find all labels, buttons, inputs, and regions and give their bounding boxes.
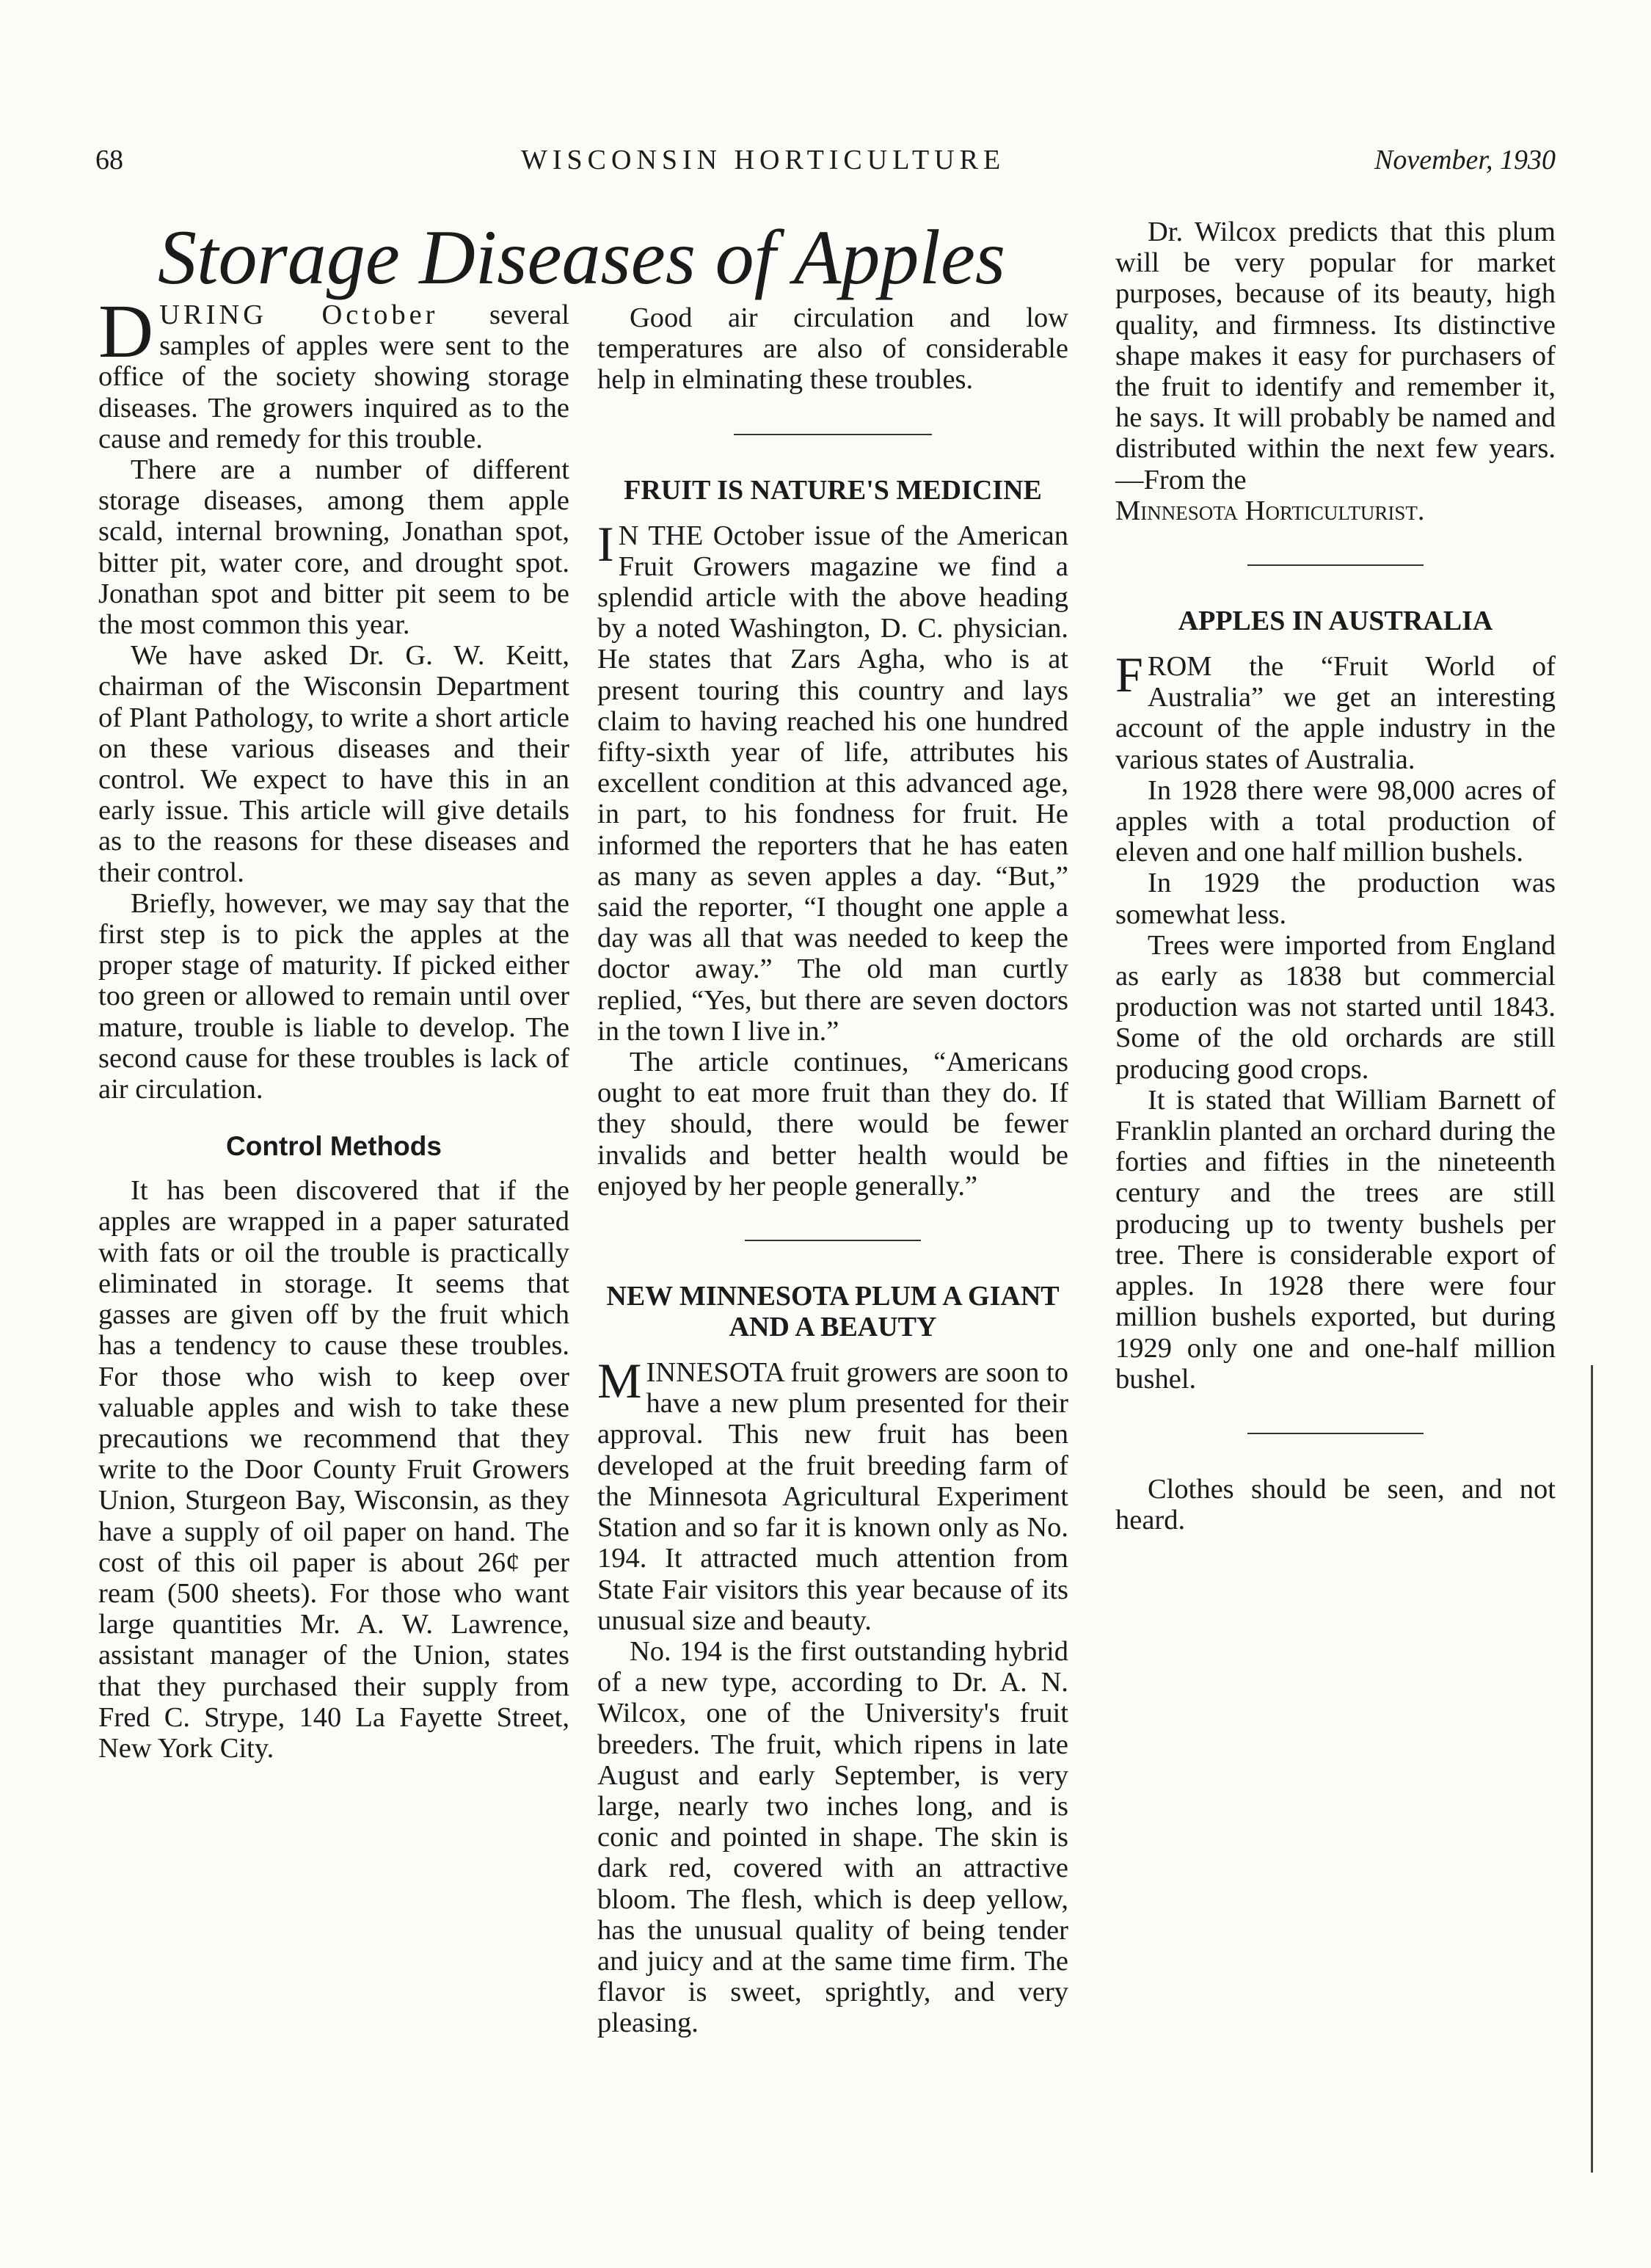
article-paragraph: There are a number of different storage diseases, among them apple scald, internal browning, Jonathan spot, bitter pit, water core, and drought spot. Jonathan spot and bitter pit seem to be the most common this year. xyxy=(98,454,569,641)
article-paragraph: No. 194 is the first outstanding hybrid of a new type, according to Dr. A. N. Wilcox, one of the University's fruit breeders. The fruit, which ripens in late August and early September, is very large, nearly two inches long, and is conic and pointed in shape. The skin is dark red, covered with an attractive bloom. The flesh, which is deep yellow, has the unusual quality of being tender and juicy and at the same time firm. The flavor is sweet, sprightly, and very pleasing. xyxy=(597,1635,1068,2039)
section-divider xyxy=(745,1240,921,1241)
article-paragraph: The article continues, “Americans ought to eat more fruit than they do. If they should, there would be fewer invalids and better health would be enjoyed by her people generally.” xyxy=(597,1047,1068,1202)
issue-date: November, 1930 xyxy=(1374,145,1556,175)
initial-letter: I xyxy=(597,515,614,572)
heading-new-minnesota-plum: NEW MINNESOTA PLUM A GIANT AND A BEAUTY xyxy=(606,1281,1060,1343)
article-paragraph: I N THE October issue of the American Fruit Growers magazine we find a splendid article with the above heading by a noted Washington, D. C. physician. He states that Zars Agha, who is at present touring this country and lays claim to having reached his one hundred fifty-sixth year of life, attributes his excellent condition at this advanced age, in part, to his fondness for fruit. He informed the reporters that he has eaten as many as seven apples a day. “But,” said the reporter, “I thought one apple a day was all that was needed to keep the doctor away.” The old man curtly replied, “Yes, but there are seven doctors in the town I live in.” xyxy=(597,515,1068,1047)
heading-fruit-is-natures-medicine: FRUIT IS NATURE'S MEDICINE xyxy=(624,474,1042,506)
initial-letter: F xyxy=(1115,647,1143,703)
article-paragraph: Briefly, however, we may say that the first step is to pick the apples at the proper stage of maturity. If picked either too green or allowed to remain until over mature, trouble is liable to develop. The second cause for these troubles is lack of air circulation. xyxy=(98,887,569,1105)
article-paragraph: DURING October several samples of apples were sent to the office of the society showing storage diseases. The growers inquired as to the cause and remedy for this trouble. xyxy=(98,289,569,454)
initial-letter: M xyxy=(597,1353,642,1409)
heading-apples-in-australia: APPLES IN AUSTRALIA xyxy=(1178,606,1493,637)
page-number: 68 xyxy=(95,145,123,175)
source-credit: Minnesota Horticulturist. xyxy=(1115,495,1425,526)
section-divider xyxy=(734,434,932,435)
page-header xyxy=(95,144,1556,188)
subheading-control-methods: Control Methods xyxy=(226,1131,442,1162)
article-paragraph: It has been discovered that if the apples are wrapped in a paper saturated with fats or oil the trouble is practically eliminated in storage. It seems that gasses are given off by the fruit which has a tendency to cause these troubles. For those who wish to keep over valuable apples and wish to take these precautions we recommend that they write to the Door County Fruit Growers Union, Sturgeon Bay, Wisconsin, as they have a supply of oil paper on hand. The cost of this oil paper is about 26¢ per ream (500 sheets). For those who want large quantities Mr. A. W. Lawrence, assistant manager of the Union, states that they purchased their supply from Fred C. Strype, 140 La Fayette Street, New York City. xyxy=(98,1175,569,1764)
column-3 xyxy=(1115,217,1556,1535)
filler-quip: Clothes should be seen, and not heard. xyxy=(1115,1473,1556,1536)
article-paragraph: Good air circulation and low temperatures are also of considerable help in elminating these troubles. xyxy=(597,302,1068,396)
drop-cap: D xyxy=(98,289,154,374)
article-paragraph: Dr. Wilcox predicts that this plum will be very popular for market purposes, because of its beauty, high quality, and firmness. Its distinctive shape makes it easy for purchasers of the fruit to identify and remember it, he says. It will probably be named and distributed within the next few years.—From the xyxy=(1115,217,1556,495)
section-divider xyxy=(1247,1433,1424,1434)
article-paragraph: In 1928 there were 98,000 acres of apples with a total production of eleven and one half million bushels. xyxy=(1115,774,1556,868)
article-paragraph: FROM the “Fruit World of Australia” we get an interesting account of the apple industry in the various states of Australia. xyxy=(1115,647,1556,775)
journal-title: WISCONSIN HORTICULTURE xyxy=(521,145,1006,175)
section-divider xyxy=(1247,564,1424,566)
article-paragraph: Trees were imported from England as early as 1838 but commercial production was not started until 1843. Some of the old orchards are still producing good crops. xyxy=(1115,929,1556,1085)
article-paragraph: We have asked Dr. G. W. Keitt, chairman of the Wisconsin Department of Plant Pathology, to write a short article on these various diseases and their control. We expect to have this in an early issue. This article will give details as to the reasons for these diseases and their control. xyxy=(98,640,569,888)
column-edge-line xyxy=(1591,1365,1593,2173)
article-paragraph: It is stated that William Barnett of Franklin planted an orchard during the forties and fifties in the nineteenth century and the trees are still producing up to twenty bushels per tree. There is considerable export of apples. In 1928 there were four million bushels exported, but during 1929 only one and one-half million bushel. xyxy=(1115,1084,1556,1395)
article-paragraph: In 1929 the production was somewhat less. xyxy=(1115,868,1556,930)
column-2 xyxy=(597,302,1068,2039)
column-1 xyxy=(98,289,569,1764)
article-paragraph: MINNESOTA fruit growers are soon to have a new plum presented for their approval. This new fruit has been developed at the fruit breeding farm of the Minnesota Agricultural Experiment Station and so far it is known only as No. 194. It attracted much attention from State Fair visitors this year because of its unusual size and beauty. xyxy=(597,1353,1068,1636)
article-title: Storage Diseases of Apples xyxy=(158,214,1006,300)
